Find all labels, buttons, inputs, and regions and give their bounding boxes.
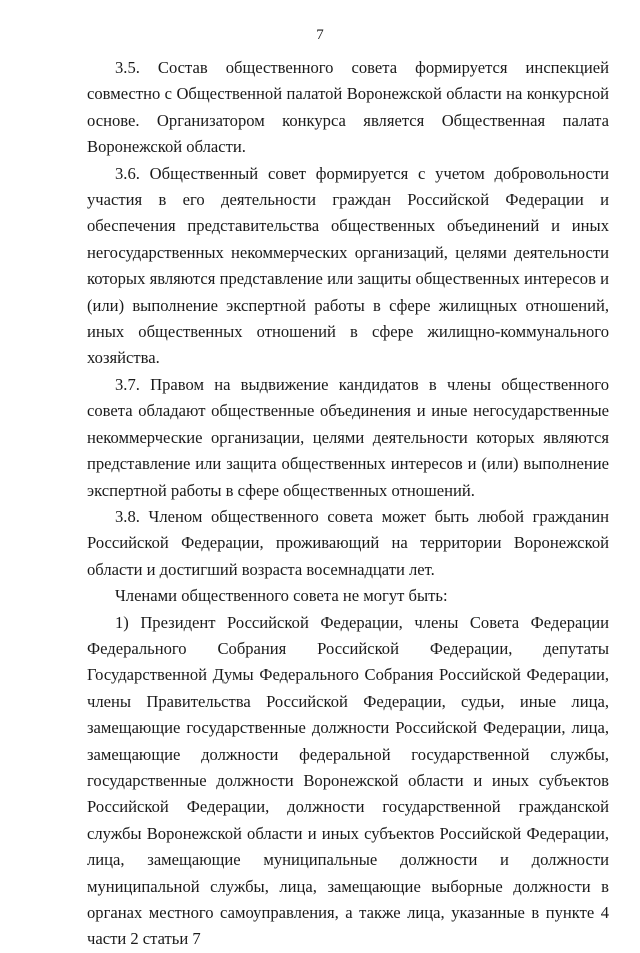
paragraph-3-5: 3.5. Состав общественного совета формируется инспекцией совместно с Общественной палатой Воронежской области на конкурсной основе. Организатором конкурса является Общественная палата Воронежской области.: [87, 58, 609, 157]
paragraph-3-7: 3.7. Правом на выдвижение кандидатов в члены общественного совета обладают общественные объединения и иные негосударственные некоммерческие организации, целями деятельности которых являются представление или защита общественных интересов и (или) выполнение экспертной работы в сфере общественных отношений.: [87, 374, 609, 500]
page-number: 7: [316, 27, 324, 43]
paragraph-3-6: 3.6. Общественный совет формируется с учетом добровольности участия в его деятельности граждан Российской Федерации и обеспечения представительства общественных объединений и иных негосударственных некоммерческих организаций, целями деятельности которых являются представление или защиты общественных интересов и (или) выполнение экспертной работы в сфере жилищных отношений, иных общественных отношений в сфере жилищно-коммунального хозяйства.: [87, 163, 609, 368]
paragraph-exclusion-1: 1) Президент Российской Федерации, члены Совета Федерации Федерального Собрания Российской Федерации, депутаты Государственной Думы Федерального Собрания Российской Федерации, члены Правительства Российской Федерации, судьи, иные лица, замещающие государственные должности Российской Федерации, лица, замещающие должности федеральной государственной службы, государственные должности Воронежской области и иных субъектов Российской Федерации, должности государственной гражданской службы Воронежской области и иных субъектов Российской Федерации, лица, замещающие муниципальные должности и должности муниципальной службы, лица, замещающие выборные должности в органах местного самоуправления, а также лица, указанные в пункте 4 части 2 статьи 7: [87, 612, 609, 949]
paragraph-exclusions-intro: Членами общественного совета не могут быть:: [115, 586, 448, 606]
document-body: [87, 55, 609, 953]
paragraph-3-8: 3.8. Членом общественного совета может быть любой гражданин Российской Федерации, проживающий на территории Воронежской области и достигший возраста восемнадцати лет.: [87, 506, 609, 579]
